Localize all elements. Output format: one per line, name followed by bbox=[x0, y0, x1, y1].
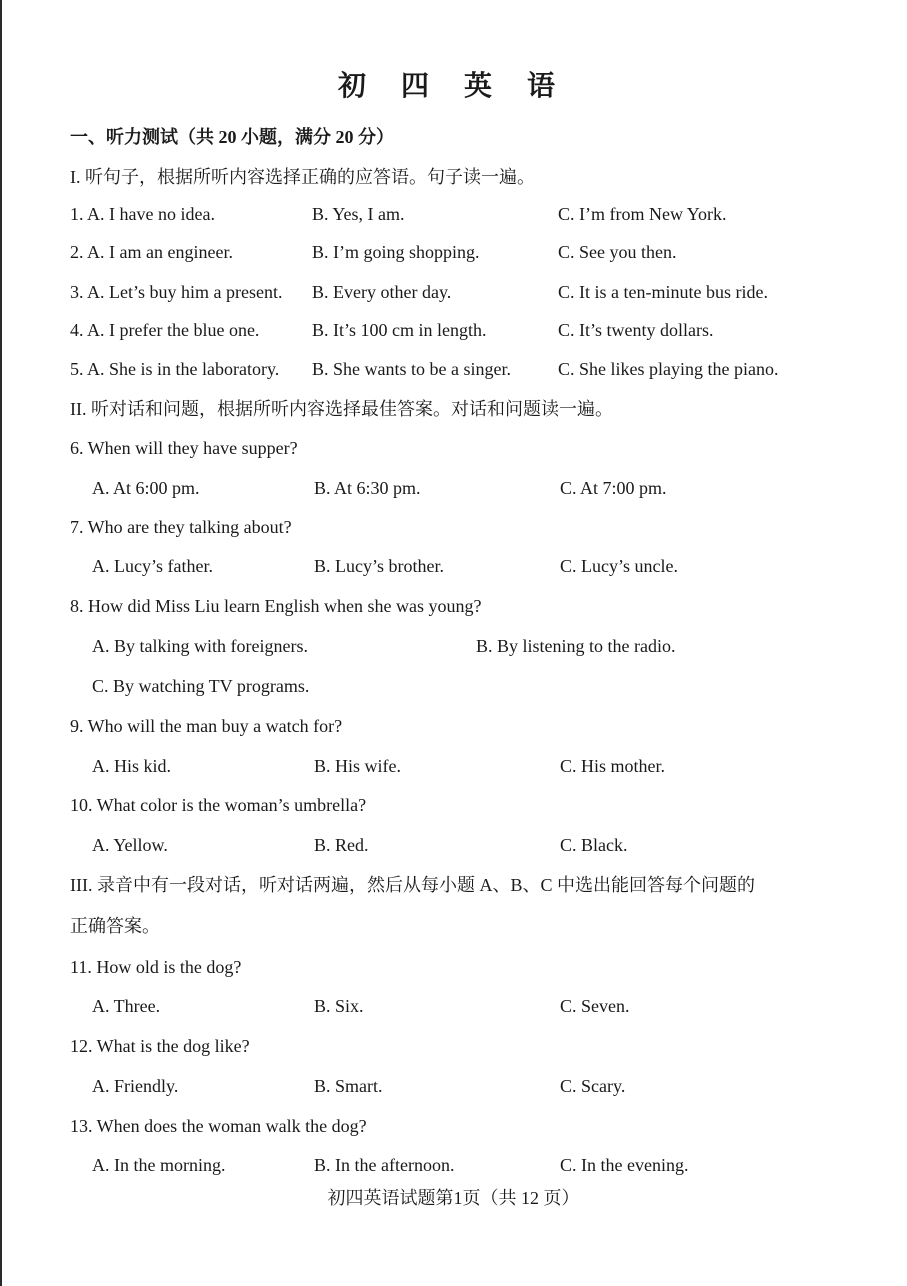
option-b: B. Six. bbox=[314, 996, 364, 1016]
option-a: 4. A. I prefer the blue one. bbox=[70, 320, 260, 340]
page-title: 初 四 英 语 bbox=[337, 71, 569, 102]
option-b: B. Lucy’s brother. bbox=[314, 556, 444, 576]
option-c: C. By watching TV programs. bbox=[92, 676, 310, 696]
option-c: C. It is a ten-minute bus ride. bbox=[558, 282, 768, 302]
option-b: B. Red. bbox=[314, 835, 369, 855]
option-a: A. Friendly. bbox=[92, 1076, 179, 1096]
option-a: A. Three. bbox=[92, 996, 161, 1016]
option-a: A. By talking with foreigners. bbox=[92, 636, 308, 656]
question-text: 12. What is the dog like? bbox=[70, 1036, 250, 1056]
question-text: 7. Who are they talking about? bbox=[70, 517, 292, 537]
option-b: B. By listening to the radio. bbox=[476, 636, 676, 656]
option-c: C. At 7:00 pm. bbox=[560, 478, 667, 498]
question-text: 11. How old is the dog? bbox=[70, 957, 242, 977]
option-b: B. Smart. bbox=[314, 1076, 383, 1096]
option-a: A. In the morning. bbox=[92, 1155, 226, 1175]
option-c: C. His mother. bbox=[560, 756, 666, 776]
question-text: 10. What color is the woman’s umbrella? bbox=[70, 795, 367, 815]
option-c: C. Lucy’s uncle. bbox=[560, 556, 678, 576]
option-a: A. Lucy’s father. bbox=[92, 556, 213, 576]
option-c: C. It’s twenty dollars. bbox=[558, 320, 714, 340]
page-footer: 初四英语试题第1页（共 12 页） bbox=[327, 1188, 580, 1208]
question-text: 13. When does the woman walk the dog? bbox=[70, 1116, 367, 1136]
option-a: A. At 6:00 pm. bbox=[92, 478, 200, 498]
question-text: 6. When will they have supper? bbox=[70, 438, 298, 458]
option-b: B. It’s 100 cm in length. bbox=[312, 320, 487, 340]
option-a: 1. A. I have no idea. bbox=[70, 204, 215, 224]
option-b: B. I’m going shopping. bbox=[312, 242, 480, 262]
question-text: 8. How did Miss Liu learn English when she was young? bbox=[70, 596, 482, 616]
option-c: C. In the evening. bbox=[560, 1155, 689, 1175]
option-b: B. Every other day. bbox=[312, 282, 452, 302]
page-edge bbox=[0, 0, 2, 1286]
part3-instruction-line2: 正确答案。 bbox=[70, 916, 160, 936]
option-b: B. At 6:30 pm. bbox=[314, 478, 421, 498]
option-a: A. His kid. bbox=[92, 756, 172, 776]
part1-instruction: I. 听句子，根据所听内容选择正确的应答语。句子读一遍。 bbox=[70, 167, 535, 187]
part3-instruction-line1: III. 录音中有一段对话，听对话两遍，然后从每小题 A、B、C 中选出能回答每个问题的 bbox=[70, 875, 755, 895]
option-c: C. Seven. bbox=[560, 996, 630, 1016]
option-b: B. In the afternoon. bbox=[314, 1155, 455, 1175]
question-text: 9. Who will the man buy a watch for? bbox=[70, 716, 343, 736]
option-b: B. She wants to be a singer. bbox=[312, 359, 511, 379]
option-c: C. She likes playing the piano. bbox=[558, 359, 779, 379]
option-c: C. I’m from New York. bbox=[558, 204, 727, 224]
option-c: C. Scary. bbox=[560, 1076, 626, 1096]
part2-instruction: II. 听对话和问题，根据所听内容选择最佳答案。对话和问题读一遍。 bbox=[70, 399, 613, 419]
option-a: A. Yellow. bbox=[92, 835, 168, 855]
option-c: C. See you then. bbox=[558, 242, 677, 262]
option-c: C. Black. bbox=[560, 835, 628, 855]
option-a: 2. A. I am an engineer. bbox=[70, 242, 233, 262]
option-a: 3. A. Let’s buy him a present. bbox=[70, 282, 283, 302]
option-a: 5. A. She is in the laboratory. bbox=[70, 359, 280, 379]
option-b: B. His wife. bbox=[314, 756, 401, 776]
section-heading: 一、听力测试（共 20 小题，满分 20 分） bbox=[70, 127, 394, 147]
option-b: B. Yes, I am. bbox=[312, 204, 405, 224]
